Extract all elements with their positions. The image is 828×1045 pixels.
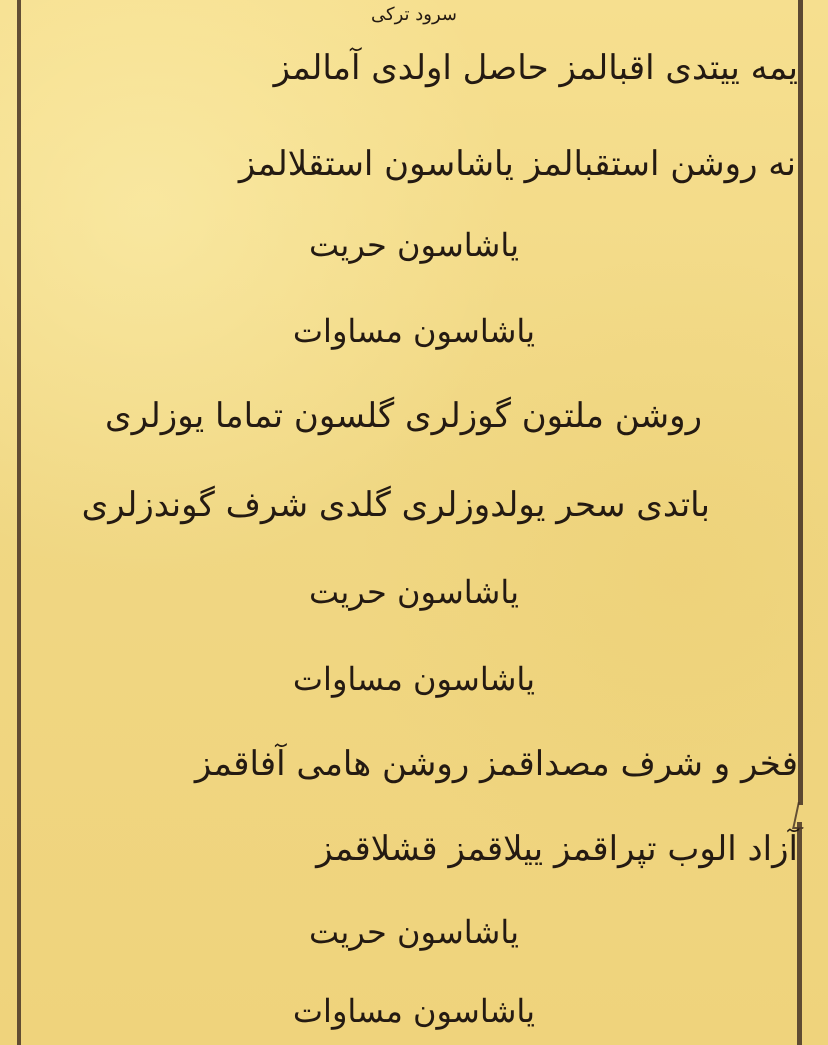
- verse-line-2: نه روشن استقبالمز یاشاسون استقلالمز: [238, 144, 796, 184]
- refrain-line-3: یاشاسون حریت: [309, 573, 519, 611]
- verse-line-5: فخر و شرف مصداقمز روشن هامی آفاقمز: [194, 744, 798, 784]
- refrain-line-5: یاشاسون حریت: [309, 913, 519, 951]
- verse-line-4: باتدی سحر یولدوزلری گلدی شرف گوندزلری: [81, 485, 710, 525]
- left-vertical-rule: [17, 0, 21, 1045]
- refrain-line-2: یاشاسون مساوات: [292, 312, 536, 350]
- verse-line-1: یمه ییتدی اقبالمز حاصل اولدی آمالمز: [273, 48, 798, 88]
- refrain-line-1: یاشاسون حریت: [309, 226, 519, 264]
- verse-line-6: آزاد الوب تپراقمز ییلاقمز قشلاقمز: [316, 829, 798, 869]
- refrain-line-4: یاشاسون مساوات: [292, 660, 536, 698]
- refrain-line-6: یاشاسون مساوات: [292, 992, 536, 1030]
- document-title: سرود ترکی: [371, 4, 457, 25]
- verse-line-3: روشن ملتون گوزلری گلسون تماما یوزلری: [105, 396, 702, 436]
